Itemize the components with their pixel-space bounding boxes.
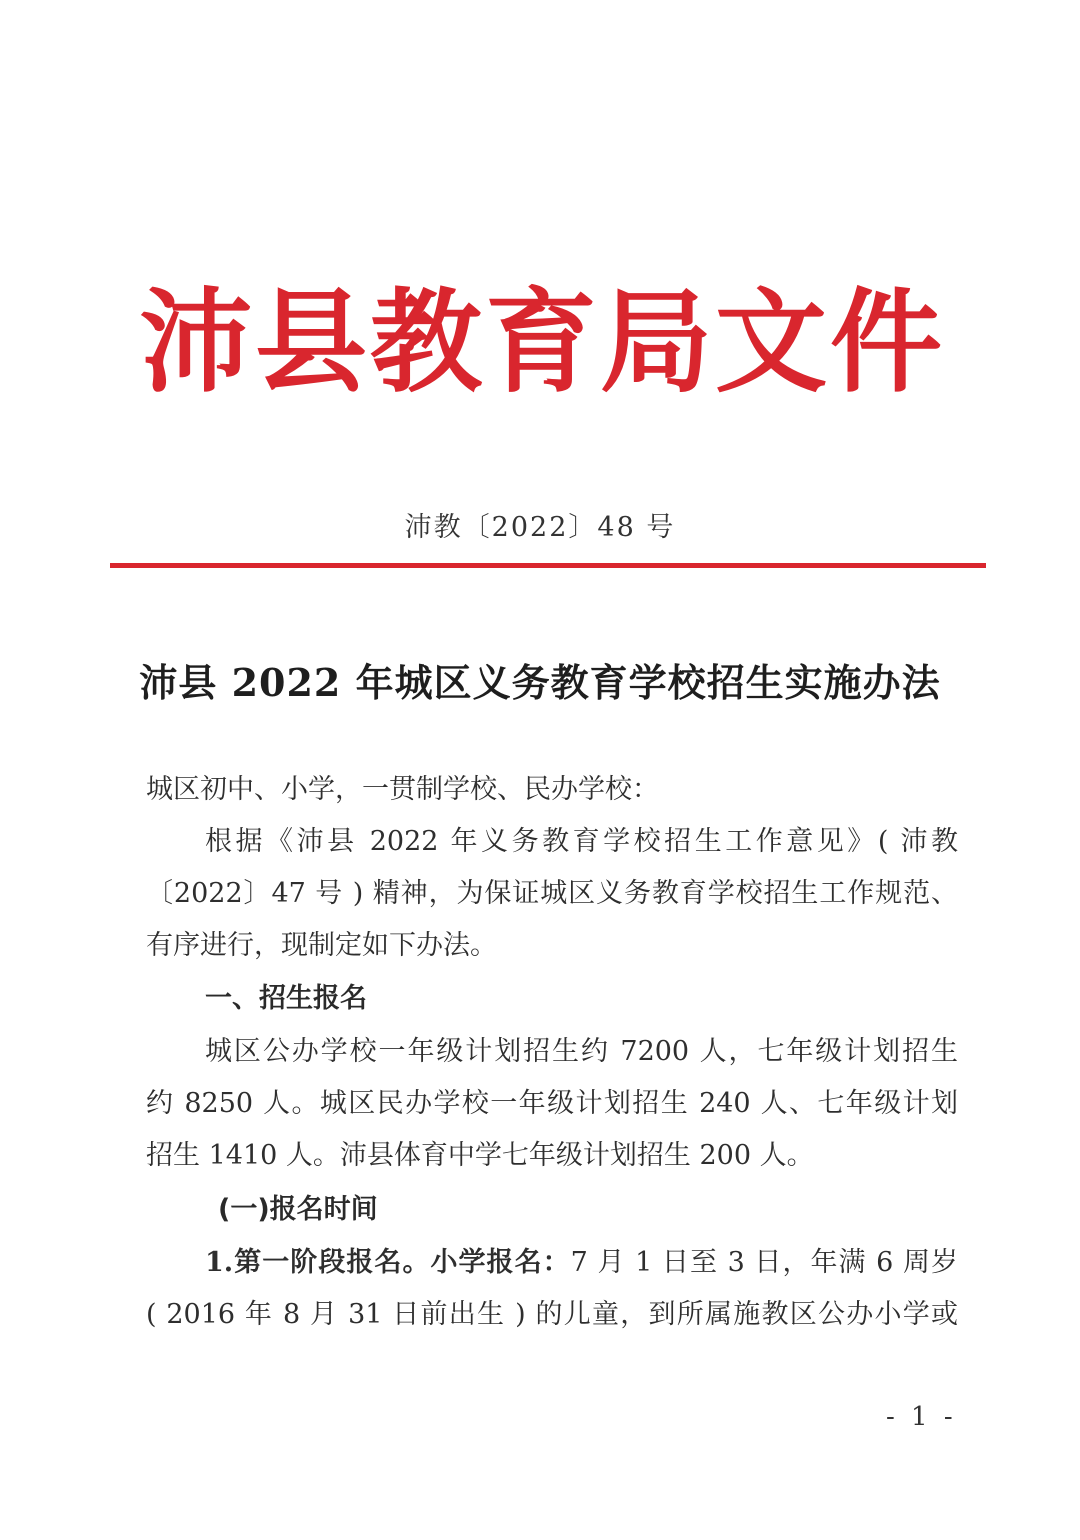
masthead-char: 教 <box>370 277 482 408</box>
masthead-char: 文 <box>715 277 827 408</box>
masthead-char: 沛 <box>140 277 252 408</box>
document-number: 沛教〔2022〕48 号 <box>404 512 676 543</box>
item1-line-1 <box>205 1245 958 1281</box>
page-number: - 1 - <box>886 1402 957 1432</box>
item1-line1-rest: 7 月 1 日至 3 日，年满 6 周岁 <box>570 1247 959 1278</box>
masthead-char: 局 <box>600 277 712 408</box>
section1-line-2: 约 8250 人。城区民办学校一年级计划招生 240 人、七年级计划 <box>146 1088 958 1119</box>
red-divider-line <box>110 563 986 568</box>
section1-line-1: 城区公办学校一年级计划招生约 7200 人，七年级计划招生 <box>205 1036 958 1067</box>
masthead-char: 育 <box>485 277 597 408</box>
salutation: 城区初中、小学，一贯制学校、民办学校： <box>146 774 659 805</box>
masthead-char: 县 <box>255 277 367 408</box>
subsection-heading-1: (一)报名时间 <box>218 1194 378 1225</box>
section1-line-3: 招生 1410 人。沛县体育中学七年级计划招生 200 人。 <box>146 1140 814 1171</box>
intro-line-2: 〔2022〕47 号 ) 精神，为保证城区义务教育学校招生工作规范、 <box>146 878 958 909</box>
document-title: 沛县 2022 年城区义务教育学校招生实施办法 <box>139 660 941 705</box>
intro-line-3: 有序进行，现制定如下办法。 <box>146 930 497 961</box>
masthead-title <box>140 268 940 418</box>
item1-line-2: ( 2016 年 8 月 31 日前出生 ) 的儿童，到所属施教区公办小学或 <box>146 1299 958 1330</box>
intro-line-1: 根据《沛县 2022 年义务教育学校招生工作意见》( 沛教 <box>205 826 958 857</box>
section-heading-1: 一、招生报名 <box>205 983 367 1014</box>
item1-lead: 1.第一阶段报名。小学报名： <box>205 1247 571 1278</box>
masthead-char: 件 <box>830 277 942 408</box>
